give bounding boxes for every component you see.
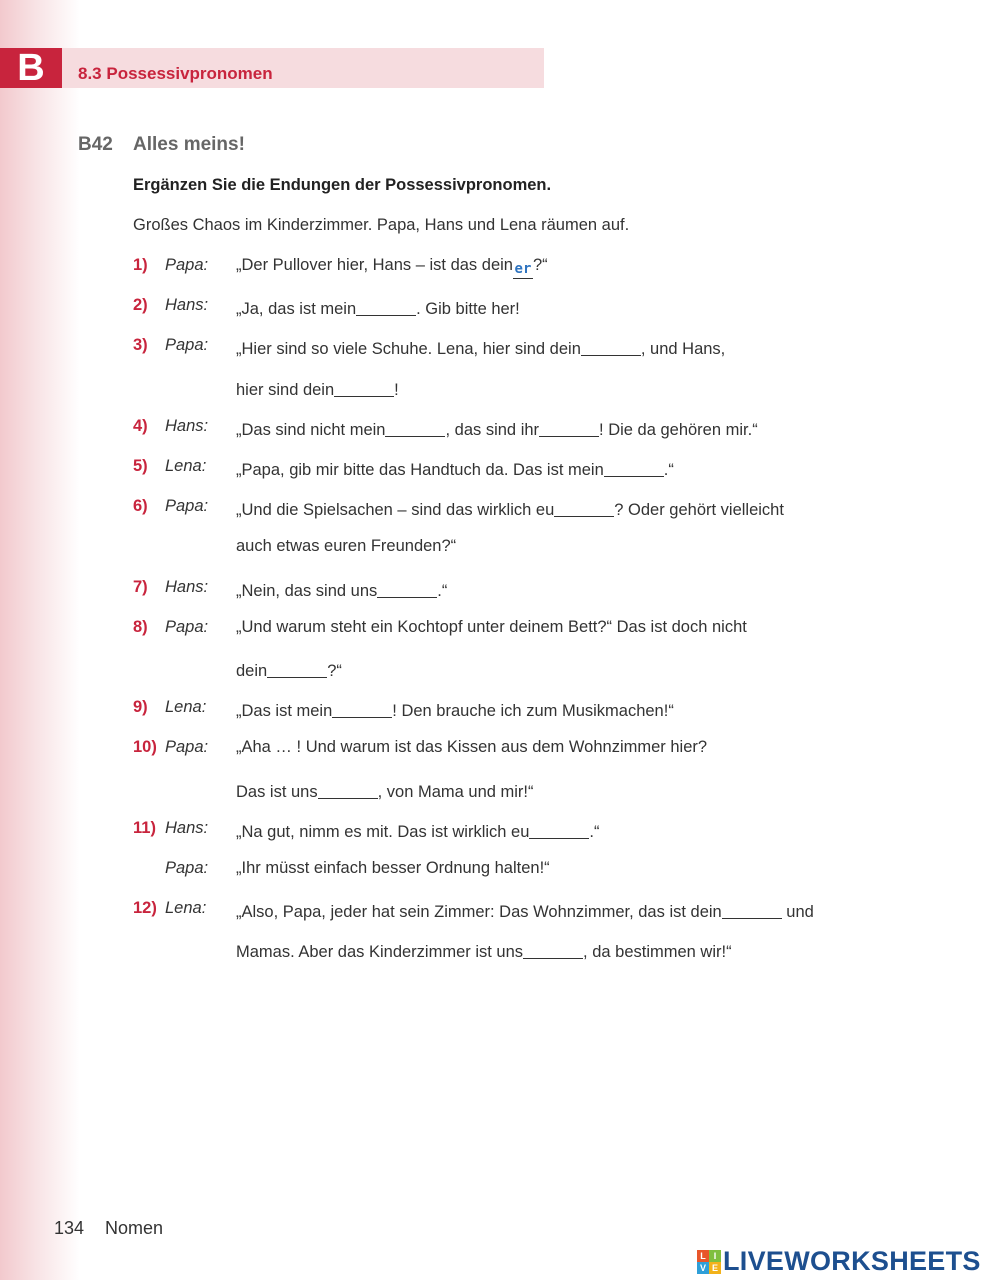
item-number: 12) — [133, 899, 157, 918]
item-number: 8) — [133, 617, 148, 636]
answer-blank[interactable]: er — [514, 261, 532, 277]
dialogue-text: ?“ — [327, 662, 342, 680]
dialogue-text: Das ist uns — [236, 782, 318, 801]
dialogue-text: ! — [394, 380, 399, 399]
speaker-label: Papa: — [165, 336, 209, 355]
dialogue-text: hier sind dein — [236, 380, 335, 399]
dialogue-line — [236, 377, 399, 400]
liveworksheets-logo[interactable] — [697, 1246, 981, 1277]
dialogue-line — [236, 537, 456, 556]
dialogue-text: „Na gut, nimm es mit. Das ist wirklich eu — [236, 822, 530, 841]
dialogue-line — [236, 457, 674, 480]
dialogue-text: „Ihr müsst einfach besser Ordnung halten!“ — [236, 859, 550, 877]
dialogue-line — [236, 417, 758, 440]
dialogue-line — [236, 738, 707, 757]
dialogue-text: , von Mama und mir!“ — [377, 782, 534, 801]
item-number: 7) — [133, 577, 148, 596]
speaker-label: Papa: — [165, 617, 209, 636]
speaker-label: Lena: — [165, 899, 207, 918]
dialogue-line — [236, 819, 600, 842]
exercise-intro: Großes Chaos im Kinderzimmer. Papa, Hans und Lena räumen auf. — [133, 216, 630, 234]
dialogue-text: ?“ — [532, 256, 548, 274]
footer-label: Nomen — [105, 1218, 164, 1238]
answer-blank[interactable] — [722, 901, 782, 919]
dialogue-line — [236, 578, 447, 601]
dialogue-text: ? Oder gehört vielleicht — [614, 501, 784, 520]
section-title: 8.3 Possessivpronomen — [78, 64, 273, 83]
dialogue-text: „Also, Papa, jeder hat sein Zimmer: Das Wohnzimmer, das ist dein — [236, 903, 722, 922]
dialogue-text: „Hier sind so viele Schuhe. Lena, hier sind dein — [236, 340, 581, 359]
dialogue-text: .“ — [437, 581, 448, 600]
item-number: 1) — [133, 256, 148, 274]
answer-blank[interactable] — [523, 941, 583, 959]
chapter-badge: B — [0, 48, 62, 88]
logo-letter: L — [697, 1250, 709, 1262]
item-number: 6) — [133, 497, 148, 516]
answer-blank[interactable] — [529, 821, 589, 839]
dialogue-text: „Ja, das ist mein — [236, 300, 357, 319]
page-number: 134 — [54, 1218, 85, 1238]
dialogue-line — [236, 618, 747, 637]
answer-blank[interactable] — [356, 298, 416, 316]
dialogue-text: ! Den brauche ich zum Musikmachen!“ — [392, 702, 674, 721]
dialogue-text: „Der Pullover hier, Hans – ist das dein — [236, 256, 513, 274]
dialogue-line — [236, 779, 534, 802]
answer-blank[interactable] — [539, 419, 599, 437]
dialogue-text: , da bestimmen wir!“ — [583, 943, 732, 962]
exercise-title: Alles meins! — [133, 134, 245, 155]
dialogue-line — [236, 939, 732, 962]
speaker-label: Papa: — [165, 256, 209, 274]
answer-blank[interactable] — [377, 580, 437, 598]
speaker-label: Hans: — [165, 818, 209, 837]
answer-blank[interactable] — [604, 459, 664, 477]
dialogue-text: „Und die Spielsachen – sind das wirklich eu — [236, 501, 555, 520]
liveworksheets-wordmark: LIVEWORKSHEETS — [723, 1246, 981, 1276]
dialogue-text: Mamas. Aber das Kinderzimmer ist uns — [236, 943, 524, 962]
dialogue-text: „Und warum steht ein Kochtopf unter deinem Bett?“ Das ist doch nicht — [236, 617, 747, 636]
answer-blank[interactable] — [318, 781, 378, 799]
dialogue-line — [236, 296, 520, 319]
answer-blank[interactable] — [581, 338, 641, 356]
dialogue-line — [236, 658, 342, 681]
dialogue-text: „Aha … ! Und warum ist das Kissen aus dem Wohnzimmer hier? — [236, 738, 708, 757]
dialogue-text: „Das sind nicht mein — [236, 420, 386, 439]
dialogue-text: .“ — [663, 461, 674, 479]
answer-blank[interactable] — [332, 700, 392, 718]
page-margin-gradient — [0, 0, 80, 1280]
speaker-label: Hans: — [165, 577, 209, 596]
speaker-label: Papa: — [165, 859, 209, 877]
dialogue-text: , und Hans, — [640, 340, 726, 359]
speaker-label: Hans: — [165, 296, 209, 315]
answer-blank[interactable] — [334, 379, 394, 397]
answer-blank[interactable] — [554, 499, 614, 517]
dialogue-line — [236, 256, 548, 276]
logo-letter: E — [709, 1262, 721, 1274]
item-number: 5) — [133, 457, 148, 475]
answer-blank[interactable] — [385, 419, 445, 437]
dialogue-text: ! Die da gehören mir.“ — [599, 420, 758, 439]
dialogue-text: , das sind ihr — [445, 420, 540, 439]
dialogue-text: dein — [236, 662, 268, 680]
speaker-label: Hans: — [165, 416, 209, 435]
exercise-number: B42 — [78, 134, 113, 155]
dialogue-line — [236, 698, 674, 721]
dialogue-text: . Gib bitte her! — [416, 300, 520, 319]
item-number: 4) — [133, 416, 148, 435]
speaker-label: Papa: — [165, 497, 209, 516]
exercise-instruction: Ergänzen Sie die Endungen der Possessivpronomen. — [133, 176, 552, 194]
item-number: 9) — [133, 698, 148, 717]
speaker-label: Lena: — [165, 698, 207, 717]
dialogue-text: „Papa, gib mir bitte das Handtuch da. Das ist mein — [236, 461, 604, 479]
dialogue-text: auch etwas euren Freunden?“ — [236, 537, 457, 556]
answer-blank[interactable] — [267, 660, 327, 678]
item-number: 3) — [133, 336, 148, 355]
logo-letter: V — [697, 1262, 709, 1274]
dialogue-text: und — [781, 903, 814, 922]
dialogue-text: .“ — [589, 822, 600, 841]
dialogue-line — [236, 899, 814, 922]
dialogue-line — [236, 497, 784, 520]
liveworksheets-icon — [697, 1250, 721, 1274]
speaker-label: Lena: — [165, 457, 207, 475]
dialogue-line — [236, 859, 550, 878]
dialogue-text: „Das ist mein — [236, 702, 333, 721]
dialogue-line — [236, 336, 725, 359]
item-number: 10) — [133, 738, 157, 757]
speaker-label: Papa: — [165, 738, 209, 757]
logo-letter: I — [709, 1250, 721, 1262]
item-number: 2) — [133, 296, 148, 315]
item-number: 11) — [133, 818, 156, 837]
dialogue-text: „Nein, das sind uns — [236, 581, 378, 600]
